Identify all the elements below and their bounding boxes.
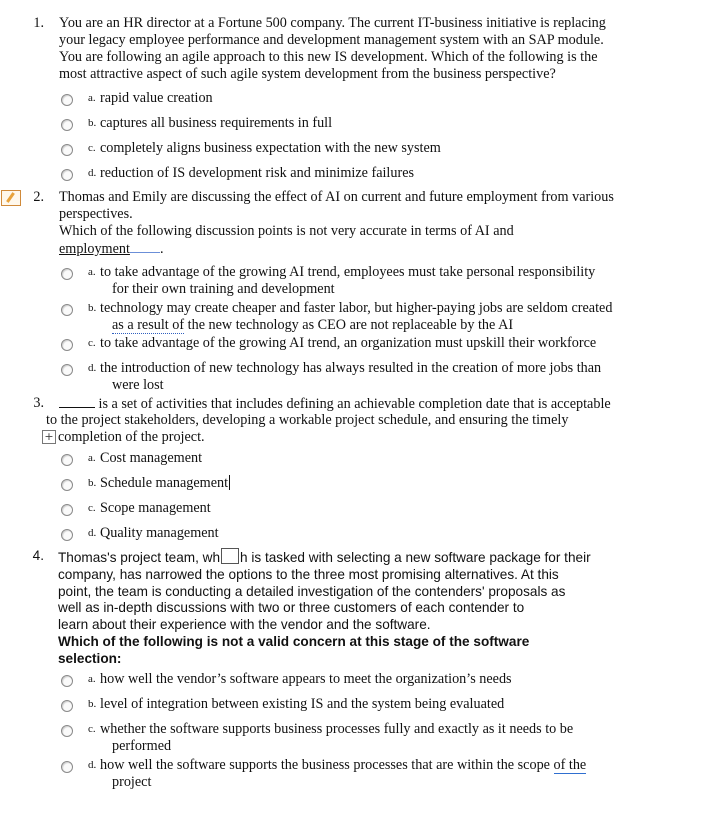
option-text: Cost management bbox=[100, 450, 203, 466]
option-text bbox=[100, 475, 620, 492]
option-letter: a. bbox=[88, 92, 96, 104]
underlined-term: employment bbox=[59, 241, 130, 257]
option-text: completely aligns business expectation with the new system bbox=[100, 140, 441, 156]
question-line: Which of the following discussion points is not very accurate in terms of AI and bbox=[59, 223, 514, 239]
question-line-rest: is a set of activities that includes defining an achievable completion date that is acceptable bbox=[95, 396, 611, 412]
answer-blank bbox=[59, 395, 95, 408]
option-text bbox=[100, 360, 620, 394]
question-line-part: h is tasked with selecting a new software package for their bbox=[240, 550, 591, 565]
question-text bbox=[58, 548, 658, 668]
answer-option-c[interactable] bbox=[61, 721, 641, 755]
question-number: 2. bbox=[33, 189, 44, 205]
answer-option-c[interactable] bbox=[61, 335, 641, 352]
edit-comment-icon[interactable] bbox=[1, 190, 21, 206]
question-line: perspectives. bbox=[59, 206, 133, 222]
radio-button[interactable] bbox=[61, 504, 73, 516]
question-line-part: Thomas's project team, wh bbox=[58, 550, 221, 565]
option-line-part: how well the software supports the business processes that are within the scope bbox=[100, 757, 554, 773]
option-text: how well the vendor’s software appears to meet the organization’s needs bbox=[100, 671, 512, 687]
option-letter: c. bbox=[88, 337, 96, 349]
option-line bbox=[100, 317, 620, 334]
question-prompt: selection: bbox=[58, 650, 122, 666]
question-number: 4. bbox=[32, 548, 44, 563]
radio-button[interactable] bbox=[61, 761, 73, 773]
option-text: captures all business requirements in full bbox=[100, 115, 333, 131]
option-line: for their own training and development bbox=[112, 281, 335, 297]
answer-option-a[interactable] bbox=[61, 671, 641, 688]
question-line bbox=[59, 395, 669, 413]
option-text: reduction of IS development risk and minimize failures bbox=[100, 165, 415, 181]
radio-button[interactable] bbox=[61, 675, 73, 687]
option-text: to take advantage of the growing AI trend, an organization must upskill their workforce bbox=[100, 335, 597, 351]
question-line bbox=[59, 240, 649, 258]
answer-option-a[interactable] bbox=[61, 450, 641, 467]
option-text bbox=[100, 757, 620, 791]
option-text: rapid value creation bbox=[100, 90, 213, 106]
option-text bbox=[100, 300, 620, 334]
radio-button[interactable] bbox=[61, 339, 73, 351]
question-line: You are following an agile approach to this new IS development. Which of the following is the bbox=[59, 49, 598, 65]
option-line: to take advantage of the growing AI trend, employees must take personal responsibility bbox=[100, 264, 596, 280]
grammar-flag[interactable]: of the bbox=[553, 757, 587, 773]
move-handle-icon[interactable]: + bbox=[42, 430, 56, 444]
option-letter: a. bbox=[88, 266, 96, 278]
question-line: your legacy employee performance and development management system with an SAP module. bbox=[59, 32, 604, 48]
text-box-icon[interactable] bbox=[221, 548, 239, 564]
option-text: Scope management bbox=[100, 500, 211, 516]
option-line: technology may create cheaper and faster labor, but higher-paying jobs are seldom created bbox=[100, 300, 613, 316]
option-line-rest: the new technology as CEO are not replaceable by the AI bbox=[184, 317, 514, 333]
question-line: You are an HR director at a Fortune 500 company. The current IT-business initiative is replacing bbox=[59, 15, 606, 31]
option-text bbox=[100, 721, 620, 755]
option-letter: d. bbox=[88, 167, 97, 179]
option-line: project bbox=[112, 774, 152, 790]
answer-option-b[interactable] bbox=[61, 696, 641, 713]
option-line: performed bbox=[112, 738, 172, 754]
question-line: Thomas and Emily are discussing the effect of AI on current and future employment from various bbox=[59, 189, 614, 205]
answer-option-b[interactable] bbox=[61, 300, 641, 334]
option-letter: c. bbox=[88, 723, 96, 735]
radio-button[interactable] bbox=[61, 725, 73, 737]
grammar-flag[interactable]: as a result of bbox=[112, 317, 185, 333]
question-line: completion of the project. bbox=[58, 429, 205, 445]
radio-button[interactable] bbox=[61, 169, 73, 181]
question-line: well as in-depth discussions with two or three customers of each contender to bbox=[58, 600, 525, 616]
option-letter: b. bbox=[88, 477, 97, 489]
radio-button[interactable] bbox=[61, 268, 73, 280]
answer-option-d[interactable] bbox=[61, 360, 641, 394]
question-line: point, the team is conducting a detailed investigation of the contenders' proposals as bbox=[58, 583, 566, 599]
radio-button[interactable] bbox=[61, 94, 73, 106]
question-line: most attractive aspect of such agile system development from the business perspective? bbox=[59, 66, 556, 82]
question-line bbox=[58, 548, 658, 567]
answer-blank bbox=[130, 240, 160, 253]
radio-button[interactable] bbox=[61, 364, 73, 376]
option-letter: c. bbox=[88, 142, 96, 154]
question-prompt: Which of the following is not a valid concern at this stage of the software bbox=[58, 633, 530, 649]
radio-button[interactable] bbox=[61, 454, 73, 466]
answer-option-d[interactable] bbox=[61, 525, 641, 542]
radio-button[interactable] bbox=[61, 529, 73, 541]
option-line: were lost bbox=[112, 377, 164, 393]
option-letter: d. bbox=[88, 527, 97, 539]
radio-button[interactable] bbox=[61, 144, 73, 156]
option-letter: a. bbox=[88, 673, 96, 685]
punctuation: . bbox=[159, 241, 164, 257]
answer-option-b[interactable] bbox=[61, 115, 641, 132]
radio-button[interactable] bbox=[61, 479, 73, 491]
answer-option-c[interactable] bbox=[61, 500, 641, 517]
answer-option-c[interactable] bbox=[61, 140, 641, 157]
option-line: the introduction of new technology has always resulted in the creation of more jobs than bbox=[100, 360, 602, 376]
option-text: Quality management bbox=[100, 525, 219, 541]
option-letter: d. bbox=[88, 362, 97, 374]
radio-button[interactable] bbox=[61, 304, 73, 316]
question-number: 1. bbox=[33, 15, 44, 31]
question-line: company, has narrowed the options to the three most promising alternatives. At this bbox=[58, 566, 559, 582]
answer-option-b[interactable] bbox=[61, 475, 641, 492]
question-text bbox=[59, 189, 649, 258]
option-line: whether the software supports business processes fully and exactly as it needs to be bbox=[100, 721, 574, 737]
option-letter: d. bbox=[88, 759, 97, 771]
radio-button[interactable] bbox=[61, 119, 73, 131]
question-line: learn about their experience with the vendor and the software. bbox=[58, 617, 431, 633]
option-letter: b. bbox=[88, 302, 97, 314]
answer-option-d[interactable] bbox=[61, 165, 641, 182]
radio-button[interactable] bbox=[61, 700, 73, 712]
answer-option-a[interactable] bbox=[61, 90, 641, 107]
option-letter: b. bbox=[88, 117, 97, 129]
option-text: level of integration between existing IS and the system being evaluated bbox=[100, 696, 505, 712]
option-letter: c. bbox=[88, 502, 96, 514]
question-line: to the project stakeholders, developing a workable project schedule, and ensuring the timely bbox=[46, 412, 569, 428]
question-text bbox=[59, 15, 649, 83]
answer-option-a[interactable] bbox=[61, 264, 641, 298]
option-letter: b. bbox=[88, 698, 97, 710]
answer-option-d[interactable] bbox=[61, 757, 641, 791]
text-cursor bbox=[229, 475, 230, 490]
option-label: Schedule management bbox=[100, 475, 229, 491]
option-line bbox=[100, 757, 620, 774]
option-text bbox=[100, 264, 620, 298]
question-number: 3. bbox=[33, 395, 44, 411]
option-letter: a. bbox=[88, 452, 96, 464]
